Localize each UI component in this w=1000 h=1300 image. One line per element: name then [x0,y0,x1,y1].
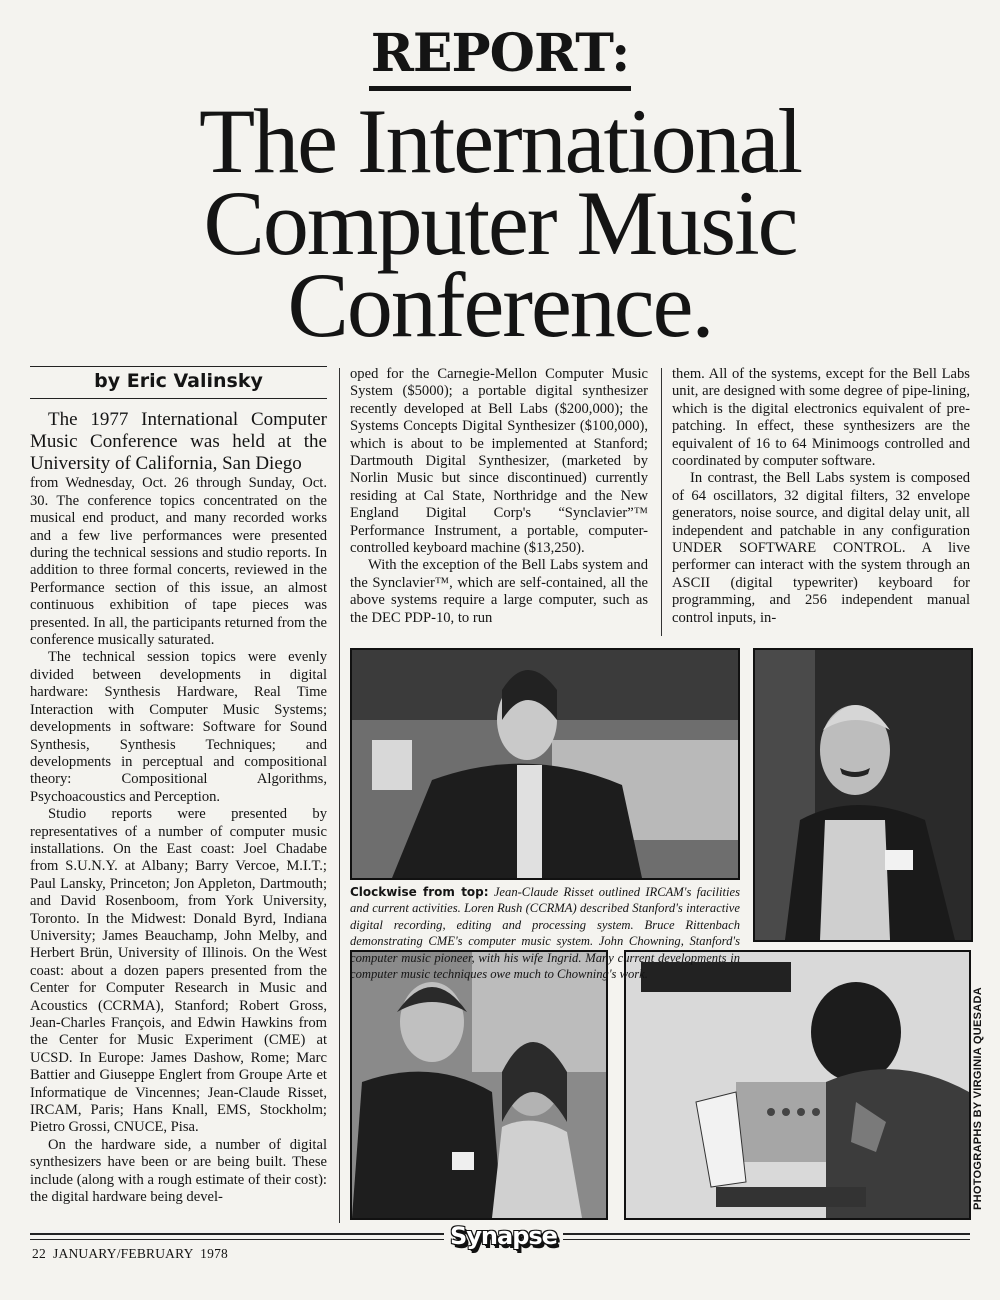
body-paragraph: In contrast, the Bell Labs system is composed of 64 oscillators, 32 digital filters, 32 envelope generators, noise source, and digital delay unit, all independent and patchable in any configuration UNDER SOFTWARE CONTROL. A live performer can interact with the system through an ASCII (digital typewriter) keyboard for programming, and 256 independent manual control inputs, in- [672,470,970,626]
byline: by Eric Valinsky [30,366,327,399]
caption-lead: Clockwise from top: [350,885,489,899]
body-paragraph: oped for the Carnegie-Mellon Computer Music System ($5000); a portable digital synthesizer recently developed at Bell Labs ($200,000); the Systems Concepts Digital Synthesizer ($100,000), which is about to be implemented at Stanford; Dartmouth Digital Synthesizer, (marketed by Norlin Music but since discontinued) currently residing at Cal State, Northridge and the New England Digital Corp's “Synclavier”™ Performance Instrument, a portable, computer-controlled keyboard machine ($13,250). [350,366,648,557]
portrait-image-icon [626,952,969,1218]
body-paragraph: from Wednesday, Oct. 26 through Sunday, Oct. 30. The conference topics concentrated on the musical end product, and many recorded works and a few live performances were presented during the technical sessions and studio reports. In addition to three formal concerts, reviewed in the Performance section of this issue, an almost continuous exhibition of tape pieces was presented. In all, the participants returned from the conference musically saturated. [30,475,327,649]
column-divider [339,368,340,1223]
photo-bruce-rittenbach [624,950,971,1220]
headline [0,90,1000,356]
column-1 [30,366,327,1206]
body-paragraph: Studio reports were presented by representatives of a number of computer music installations. On the East coast: Joel Chadabe from S.U.N.Y. at Albany; Barry Vercoe, M.I.T.; Paul Lansky, Princeton; Jon Appleton, Dartmouth; and David Rosenboom, from York University, Toronto. In the Midwest: Donald Byrd, Indiana University; James Beauchamp, John Melby, and Herbert Brün, University of Illinois. On the West coast: about a dozen papers presented from the Center for Computer Research in Music and Acoustics (CCRMA), Stanford; Robert Gross, Jean-Charles François, and Edwin Hawkins from the Center for Music Experiment (CME) at UCSD. In Europe: James Dashow, Rome; Marc Battier and Giuseppe Englert from Groupe Arte et Informatique de Vincennes; Jean-Claude Risset, IRCAM, Paris; Hans Knall, EMS, Stockholm; Pietro Grossi, CNUCE, Pisa. [30,806,327,1136]
synapse-logo: Synapse [444,1222,563,1250]
body-paragraph: On the hardware side, a number of digital synthesizers have been or are being built. These include (along with a rough estimate of their cost): the digital hardware being devel- [30,1136,327,1206]
column-2 [350,366,648,627]
photo-john-and-ingrid-chowning [350,950,608,1220]
body-paragraph: them. All of the systems, except for the Bell Labs unit, are designed with some degree of pipe-lining, which is the digital electronics equivalent of pre-patching. In effect, these synthesizers are the equivalent of 16 to 64 Minimoogs controlled and coordinated by computer software. [672,366,970,470]
kicker [0,22,1000,91]
caption-text: Jean-Claude Risset outlined IRCAM's facilities and current activities. Loren Rush (CCRMA) described Stanford's interactive digital recording, editing and processing system. Bruce Rittenbach demonstrating CME's computer music system. John Chowning, Stanford's computer music pioneer, with his wife Ingrid. Many current developments in computer music techniques owe much to Chowning's work. [350,885,741,982]
photo-credit: PHOTOGRAPHS BY VIRGINIA QUESADA [972,986,984,1210]
column-divider [661,368,662,636]
report-kicker: REPORT: [369,22,632,91]
body-paragraph: The technical session topics were evenly divided between developments in digital hardware: Synthesis Hardware, Real Time Interaction with Computer Music Systems; developments in software: Software for Sound Synthesis, Synthesis Techniques; and developments in perceptual and compositional theory: Compositional Algorithms, Psychoacoustics and Perception. [30,649,327,805]
column-3 [672,366,970,627]
headline-line-1: The International [198,90,802,192]
photo-loren-rush [753,648,973,942]
portrait-image-icon [352,952,606,1218]
headline-line-3: Conference. [287,254,713,356]
portrait-image-icon [352,650,738,878]
page-folio: 22 JANUARY/FEBRUARY 1978 [32,1246,228,1261]
lede-paragraph: The 1977 International Computer Music Conference was held at the University of California, San Diego [30,409,327,475]
portrait-image-icon [755,650,971,940]
photo-caption [350,884,740,982]
headline-line-2: Computer Music [203,172,797,274]
body-paragraph: With the exception of the Bell Labs system and the Synclavier™, which are self-contained, all the above systems require a large computer, such as the DEC PDP-10, to run [350,557,648,626]
photo-jean-claude-risset [350,648,740,880]
